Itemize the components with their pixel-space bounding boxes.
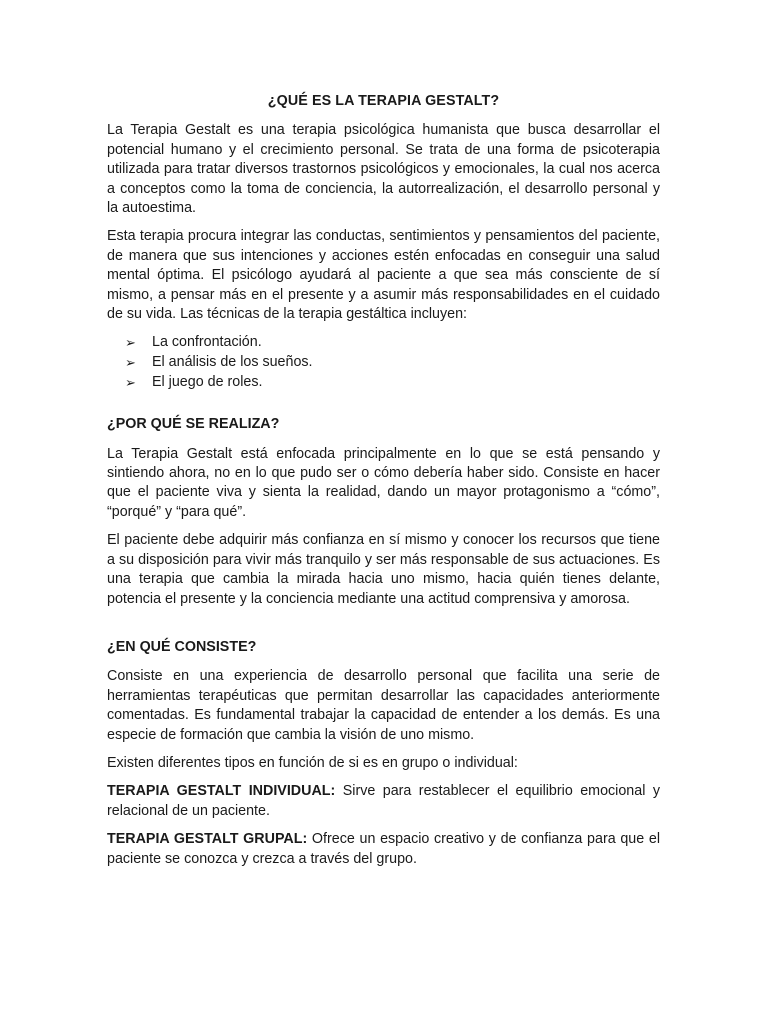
group-therapy-paragraph [107, 830, 660, 869]
group-therapy-label: TERAPIA GESTALT GRUPAL: [107, 831, 308, 848]
individual-therapy-paragraph [107, 782, 660, 821]
individual-therapy-text: Sirve para restablecer el equilibrio emocional y relacional de un paciente. [107, 783, 660, 819]
why-paragraph-1: La Terapia Gestalt está enfocada principalmente en lo que se está pensando y sintiendo ahora, no en lo que pudo ser o cómo debería haber sido. Consiste en hacer que el paciente viva y sienta la realidad, dando un mayor protagonismo a “cómo”, “porqué” y “para qué”. [107, 445, 660, 520]
spacer [107, 392, 660, 415]
techniques-list [107, 333, 660, 392]
list-item-text: El análisis de los sueños. [152, 354, 313, 371]
list-item [125, 353, 660, 373]
spacer [107, 618, 660, 638]
document-page [107, 92, 660, 878]
list-item [125, 333, 660, 353]
what-paragraph-2: Existen diferentes tipos en función de si es en grupo o individual: [107, 754, 518, 771]
intro-paragraph-1: La Terapia Gestalt es una terapia psicológica humanista que busca desarrollar el potencial humano y el crecimiento personal. Se trata de una forma de psicoterapia utilizada para tratar diversos trastornos psicológicos y emocionales, la cual nos acerca a conceptos como la toma de conciencia, la autorrealización, el desarrollo personal y la autoestima. [107, 122, 660, 217]
why-paragraph-2: El paciente debe adquirir más confianza en sí mismo y conocer los recursos que tiene a su disposición para vivir más tranquilo y ser más responsable de sus actuaciones. Es una terapia que cambia la mirada hacia uno mismo, hacia quién tienes delante, potencia el presente y la conciencia mediante una actitud comprensiva y amorosa. [107, 532, 660, 607]
intro-paragraph-2: Esta terapia procura integrar las conductas, sentimientos y pensamientos del paciente, de manera que sus intenciones y acciones estén enfocadas en conseguir una salud mental óptima. El psicólogo ayudará al paciente a que sea más consciente de sí mismo, a pensar más en el presente y a asumir más responsabilidades en el cuidado de su vida. Las técnicas de la terapia gestáltica incluyen: [107, 228, 660, 323]
section-heading-what: ¿EN QUÉ CONSISTE? [107, 638, 257, 655]
list-item [125, 373, 660, 393]
arrow-bullet-icon: ➢ [125, 355, 136, 371]
group-therapy-text: Ofrece un espacio creativo y de confianza para que el paciente se conozca y crezca a través del grupo. [107, 831, 660, 867]
individual-therapy-label: TERAPIA GESTALT INDIVIDUAL: [107, 783, 336, 800]
what-paragraph-1: Consiste en una experiencia de desarrollo personal que facilita una serie de herramientas terapéuticas que permitan desarrollar las capacidades anteriormente comentadas. Es fundamental trabajar la capacidad de entender a los demás. Es una especie de formación que cambia la visión de uno mismo. [107, 668, 660, 743]
section-heading-why: ¿POR QUÉ SE REALIZA? [107, 416, 280, 433]
document-title: ¿QUÉ ES LA TERAPIA GESTALT? [267, 93, 500, 109]
arrow-bullet-icon: ➢ [125, 335, 136, 351]
arrow-bullet-icon: ➢ [125, 374, 136, 390]
list-item-text: La confrontación. [152, 334, 262, 351]
list-item-text: El juego de roles. [152, 373, 263, 390]
